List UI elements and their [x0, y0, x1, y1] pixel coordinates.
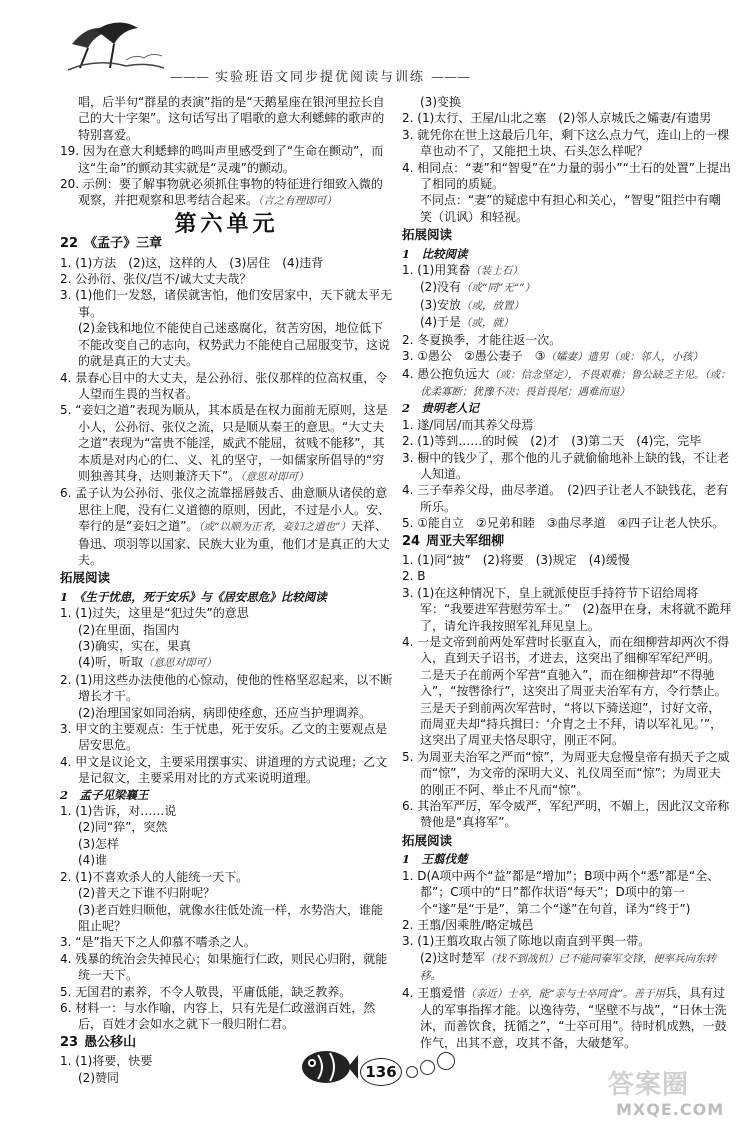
answer-line: 2. 王翦/因乘胜/略定城邑: [402, 917, 534, 932]
answer-text: 20. 示例：要了解事物就必须抓住事物的特征进行细致入微的观察，并把观察和思考结合起来。: [60, 177, 383, 208]
answer-text: (3)安放: [420, 297, 461, 312]
answer-line: (2)金钱和地位不能使自己迷惑腐化，贫苦穷困，地位低下不能改变自己的志向，权势武力不能使自己屈服变节，这说的就是真正的大丈夫。: [78, 321, 391, 369]
answer-line: 三是天子到前两次军营时，“将以下骑送迎”，讨好文帝，而周亚夫却“持兵揖曰：‘介胄之士不拜，请以军礼见。’”，这突出了周亚夫恪尽职守，刚正不阿。: [420, 700, 723, 748]
umbrella-landscape-icon: [66, 14, 166, 72]
answer-line: (2)赞同: [78, 1070, 119, 1085]
answer-line: [402, 950, 732, 985]
answer-line: (3)怎样: [78, 836, 119, 851]
subsection-title: 1 《生于忧患，死于安乐》与《居安思危》比较阅读: [60, 589, 327, 604]
lesson-title: [402, 534, 732, 550]
answer-line: [60, 176, 393, 210]
header: [0, 0, 750, 92]
answer-note: （或“以顺为正者，妾妇之道也”）: [198, 521, 351, 534]
answer-line: 2. (1)太行、王屋/山北之塞 (2)邻人京城氏之孀妻/有遗男: [402, 111, 712, 126]
lesson-name: 愚公移山: [84, 1034, 137, 1050]
lesson-number: 24: [402, 533, 421, 549]
answer-text: 6. 孟子认为公孙衍、张仪之流靠摇唇鼓舌、曲意顺从诸侯的意思往上爬，没有仁义道德的原则，因此，不过是小人。安、奉行的是“妾妇之道”。: [60, 486, 391, 534]
answer-line: 4. 一是文帝到前两处军营时长驱直入，而在细柳营却两次不得入，直到天子诏书，才进去，这突出了细柳军军纪严明。: [402, 635, 730, 666]
answer-line: [402, 314, 732, 331]
answer-line: 1. D(A项中两个“益”都是“增加”；B项中两个“悉”都是“全、都”；C项中的“日”都作状语“每天”；D项中的第一个“遂”是“于是”，第二个“遂”在句首，译为“终于”): [402, 868, 720, 916]
answer-text: (2)没有: [420, 280, 461, 295]
answer-line: (3)确实，实在，果真: [78, 639, 191, 653]
answer-line: 2. 公孙衍、张仪/岂不/诚大丈夫哉？: [60, 272, 252, 287]
answer-note: （或，放置）: [461, 299, 524, 312]
bubble-icon: [420, 1060, 435, 1075]
bubble-icon: [406, 1066, 418, 1078]
answer-line: 3. 甲文的主要观点：生于忧患，死于安乐。乙文的主要观点是居安思危。: [60, 722, 388, 753]
answer-line: 1. (1)告诉，对……说: [60, 804, 177, 819]
answer-note: （或“同”无“”）: [461, 282, 535, 295]
watermark-url: MXQE.COM: [616, 1100, 725, 1119]
answer-line: 3. (1)王翦攻取占领了陈地以南直到平舆一带。: [402, 934, 651, 949]
unit-title: 第六单元: [174, 210, 279, 237]
answer-line: (2)治理国家如同治病，病即使痊愈，还应当护理调养。: [78, 705, 372, 720]
subsection-title: 1 王翦伐楚: [402, 852, 468, 867]
answer-line: 3. (1)他们一发怒，诸侯就害怕，他们安居家中，天下就太平无事。: [60, 288, 393, 319]
answer-line: 3. 橱中的钱少了，那个他的儿子就偷偷地补上缺的钱，不让老人知道。: [402, 450, 730, 481]
answer-line: [60, 654, 393, 671]
answer-note: （意思对即可）: [143, 657, 217, 670]
answer-line: 19. 因为在意大利蟋蟀的鸣叫声里感受到了“生命在颤动”，而这“生命”的颤动其实就是“灵魂”的颤动。: [60, 144, 384, 175]
answer-line: 5. ①能自立 ②兄弟和睦 ③曲尽孝道 ④四子让老人快乐。: [402, 516, 725, 531]
answer-note: （装土石）: [470, 265, 523, 278]
answer-line: 2. (1)不喜欢杀人的人能统一天下。: [60, 869, 249, 884]
answer-line: 3. 就凭你在世上这最后几年，剩下这么点力气，连山上的一棵草也动不了，又能把土块、石头怎么样呢？: [402, 127, 730, 159]
answer-note: （或：信念坚定），不畏艰难；鲁公缺乏主见。: [489, 368, 705, 381]
answer-text: (4)于是: [420, 315, 461, 330]
left-column: [60, 94, 393, 1086]
answer-line: 1. (1)将要，快要: [60, 1054, 153, 1069]
answer-text: (4)听，听取: [78, 655, 143, 670]
answer-line: [402, 262, 732, 279]
answer-line: [402, 366, 732, 401]
answer-text: (2)这时楚军: [420, 950, 485, 965]
answer-line: 4. 三子奉养父母，曲尽孝道。 (2)四子让老人不缺钱花，老有所乐。: [402, 483, 729, 514]
answer-note: （或，就）: [461, 317, 514, 330]
answer-note: 而退）: [598, 385, 630, 398]
answer-line: 5. 为周亚夫治军之严而“惊”，为周亚夫怠慢皇帝有损天子之威而“惊”，为文帝的深明大义、礼仪周至而“惊”；为周亚夫的刚正不阿、举止不凡而“惊”。: [402, 749, 730, 797]
answer-line: 2. (1)用这些办法使他的心惊动，使他的性格坚忍起来，以不断增长才干。: [60, 672, 393, 704]
answer-note: （孀妻）遗男（或：邻人，小孩）: [545, 351, 704, 364]
answer-line: 4. 景春心目中的大丈夫，是公孙衍、张仪那样的位高权重，令人望而生畏的当权者。: [60, 370, 388, 401]
header-title: ——— 实验班语文同步提优阅读与训练 ———: [170, 66, 730, 85]
answer-line: 二是天子在前两个军营“直驰入”，而在细柳营却“不得驰入”，“按辔徐行”，这突出了周亚夫治军有方，令行禁止。: [420, 667, 727, 699]
answer-text: 4. 王翦爱惜: [402, 985, 466, 1000]
answer-note: （或：优柔寡断；犹豫不决；畏首畏尾；遇难: [420, 368, 731, 398]
answer-text: 5. “妾妇之道”表现为顺从，其本质是在权力面前无原则，这是小人，公孙衍、张仪之流，只是顺从秦王的意思。“大丈夫之道”表现为“富贵不能淫，威武不能屈，贫贱不能移”，其本质是对内心的仁、义、礼的坚守，一如儒家所倡导的“穷则独善其身，达则兼济天下”。: [60, 403, 388, 483]
answer-line: 不同点：“妻”的疑虑中有担心和关心，“智叟”阻拦中有嘲笑（讥讽）和轻视。: [420, 193, 721, 224]
section-title: 拓展阅读: [60, 570, 111, 586]
answer-text: 天祥、鲁迅、项羽等以国家、民族大业为重，他们才是真正的大丈夫。: [78, 519, 391, 567]
answer-line: (2)同“猝”，突然: [78, 820, 168, 835]
answer-line: [60, 485, 393, 568]
answer-line: (2)在里面，指国内: [78, 622, 179, 637]
answer-line: 1. 遂/同居/而其养父母焉: [402, 417, 534, 432]
answer-line: 2. 冬夏换季，才能往返一次。: [402, 332, 562, 347]
subsection-title: 1 比较阅读: [402, 246, 468, 261]
answer-line: 6. 材料一：与水作喻，内容上，只有先是仁政滋润百姓，然后，百姓才会如水之就下一般归附仁君。: [60, 1000, 376, 1032]
answer-line: 5. 无国君的素养，不令人敬畏，平庸低能，缺乏教养。: [60, 984, 352, 999]
answer-note: （找不到战机）已不能同秦军交锋，便率兵向东转移。: [420, 952, 716, 983]
answer-line: 2. (1)等到……的时候 (2)才 (3)第二天 (4)完，完毕: [402, 434, 702, 449]
lesson-name: 周亚夫军细柳: [426, 533, 505, 549]
subsection-title: 2 孟子见梁襄王: [60, 787, 149, 802]
answer-line: 4. 相同点：“妻”和“智叟”在“力量的弱小”“土石的处置”上提出了相同的质疑。: [402, 160, 732, 192]
answer-line: (3)变换: [420, 95, 461, 109]
answer-line: [402, 297, 732, 314]
lesson-name: 《孟子》三章: [84, 236, 163, 252]
answer-line: [402, 279, 732, 296]
answer-line: (2)普天之下谁不归附呢？: [78, 886, 215, 901]
answer-text: 3. ①愚公 ②愚公妻子 ③: [402, 349, 546, 364]
answer-line: [402, 348, 732, 365]
answer-line: 2. B: [402, 569, 426, 584]
answer-text: 4. 愚公抱负远大: [402, 366, 490, 381]
answer-line: (3)老百姓归顺他，就像水往低处流一样，水势浩大，谁能阻止呢？: [78, 902, 384, 933]
section-title: 拓展阅读: [402, 832, 453, 848]
answer-line: 6. 其治军严厉，军令威严，军纪严明，不媚上，因此汉文帝称赞他是“真将军”。: [402, 799, 730, 830]
subsection-title: 2 贵明老人记: [402, 401, 480, 416]
answer-line: 3. “是”指天下之人仰慕不嗜杀之人。: [60, 935, 256, 950]
answer-line: 1. (1)过失，这里是“犯过失”的意思: [60, 606, 249, 621]
watermark-logo: 答案圈: [608, 1070, 690, 1100]
answer-line: 3. (1)在这种情况下，皇上就派使臣手持符节下诏给周将军：“我要进军营慰劳军士。” (2)盔甲在身，末将就不跪拜了，请允许我按照军礼拜见皇上。: [402, 585, 732, 633]
lesson-number: 22: [60, 236, 79, 252]
right-column: [402, 94, 732, 1051]
answer-line: [60, 402, 393, 485]
section-title: 拓展阅读: [402, 227, 453, 243]
answer-note: （意思对即可）: [240, 470, 309, 483]
lesson-number: 23: [60, 1034, 79, 1050]
fish-icon: [296, 1045, 358, 1089]
answer-line: 1. (1)同“披” (2)将要 (3)规定 (4)缓慢: [402, 552, 630, 567]
answer-line: 1. (1)方法 (2)这，这样的人 (3)居住 (4)违背: [60, 255, 324, 270]
answer-note: （亲近）士卒，能“亲与士卒同食”。善于用: [465, 987, 666, 1000]
answer-text: 1. (1)用箕畚: [402, 263, 471, 278]
answer-line: (4)谁: [78, 853, 107, 868]
answer-line: 4. 甲文是议论文，主要采用摆事实、讲道理的方式说理；乙文是记叙文，主要采用对比的方式来说明道理。: [60, 754, 388, 786]
bubble-icon: [437, 1052, 455, 1070]
answer-note: （言之有理即可）: [258, 195, 337, 208]
lesson-title: [60, 236, 393, 252]
answer-line: 唱，后半句“群星的表演”指的是“天鹅星座在银河里拉长自己的大十字架”。这句话写出了唱歌的意大利蟋蟀的歌声的特别喜爱。: [78, 95, 385, 142]
answer-line: 4. 残暴的统治会失掉民心；如果施行仁政，则民心归附，就能统一天下。: [60, 951, 388, 983]
page-number: 136: [360, 1058, 402, 1086]
answer-text: 兵，具有过人的军事指挥才能。以逸待劳，“坚壁不与战”，“日休士洗沐，而善饮食，抚循之”，“士卒可用”。待时机成熟，一鼓作气，出其不意，攻其不备，大破楚军。: [420, 985, 727, 1050]
